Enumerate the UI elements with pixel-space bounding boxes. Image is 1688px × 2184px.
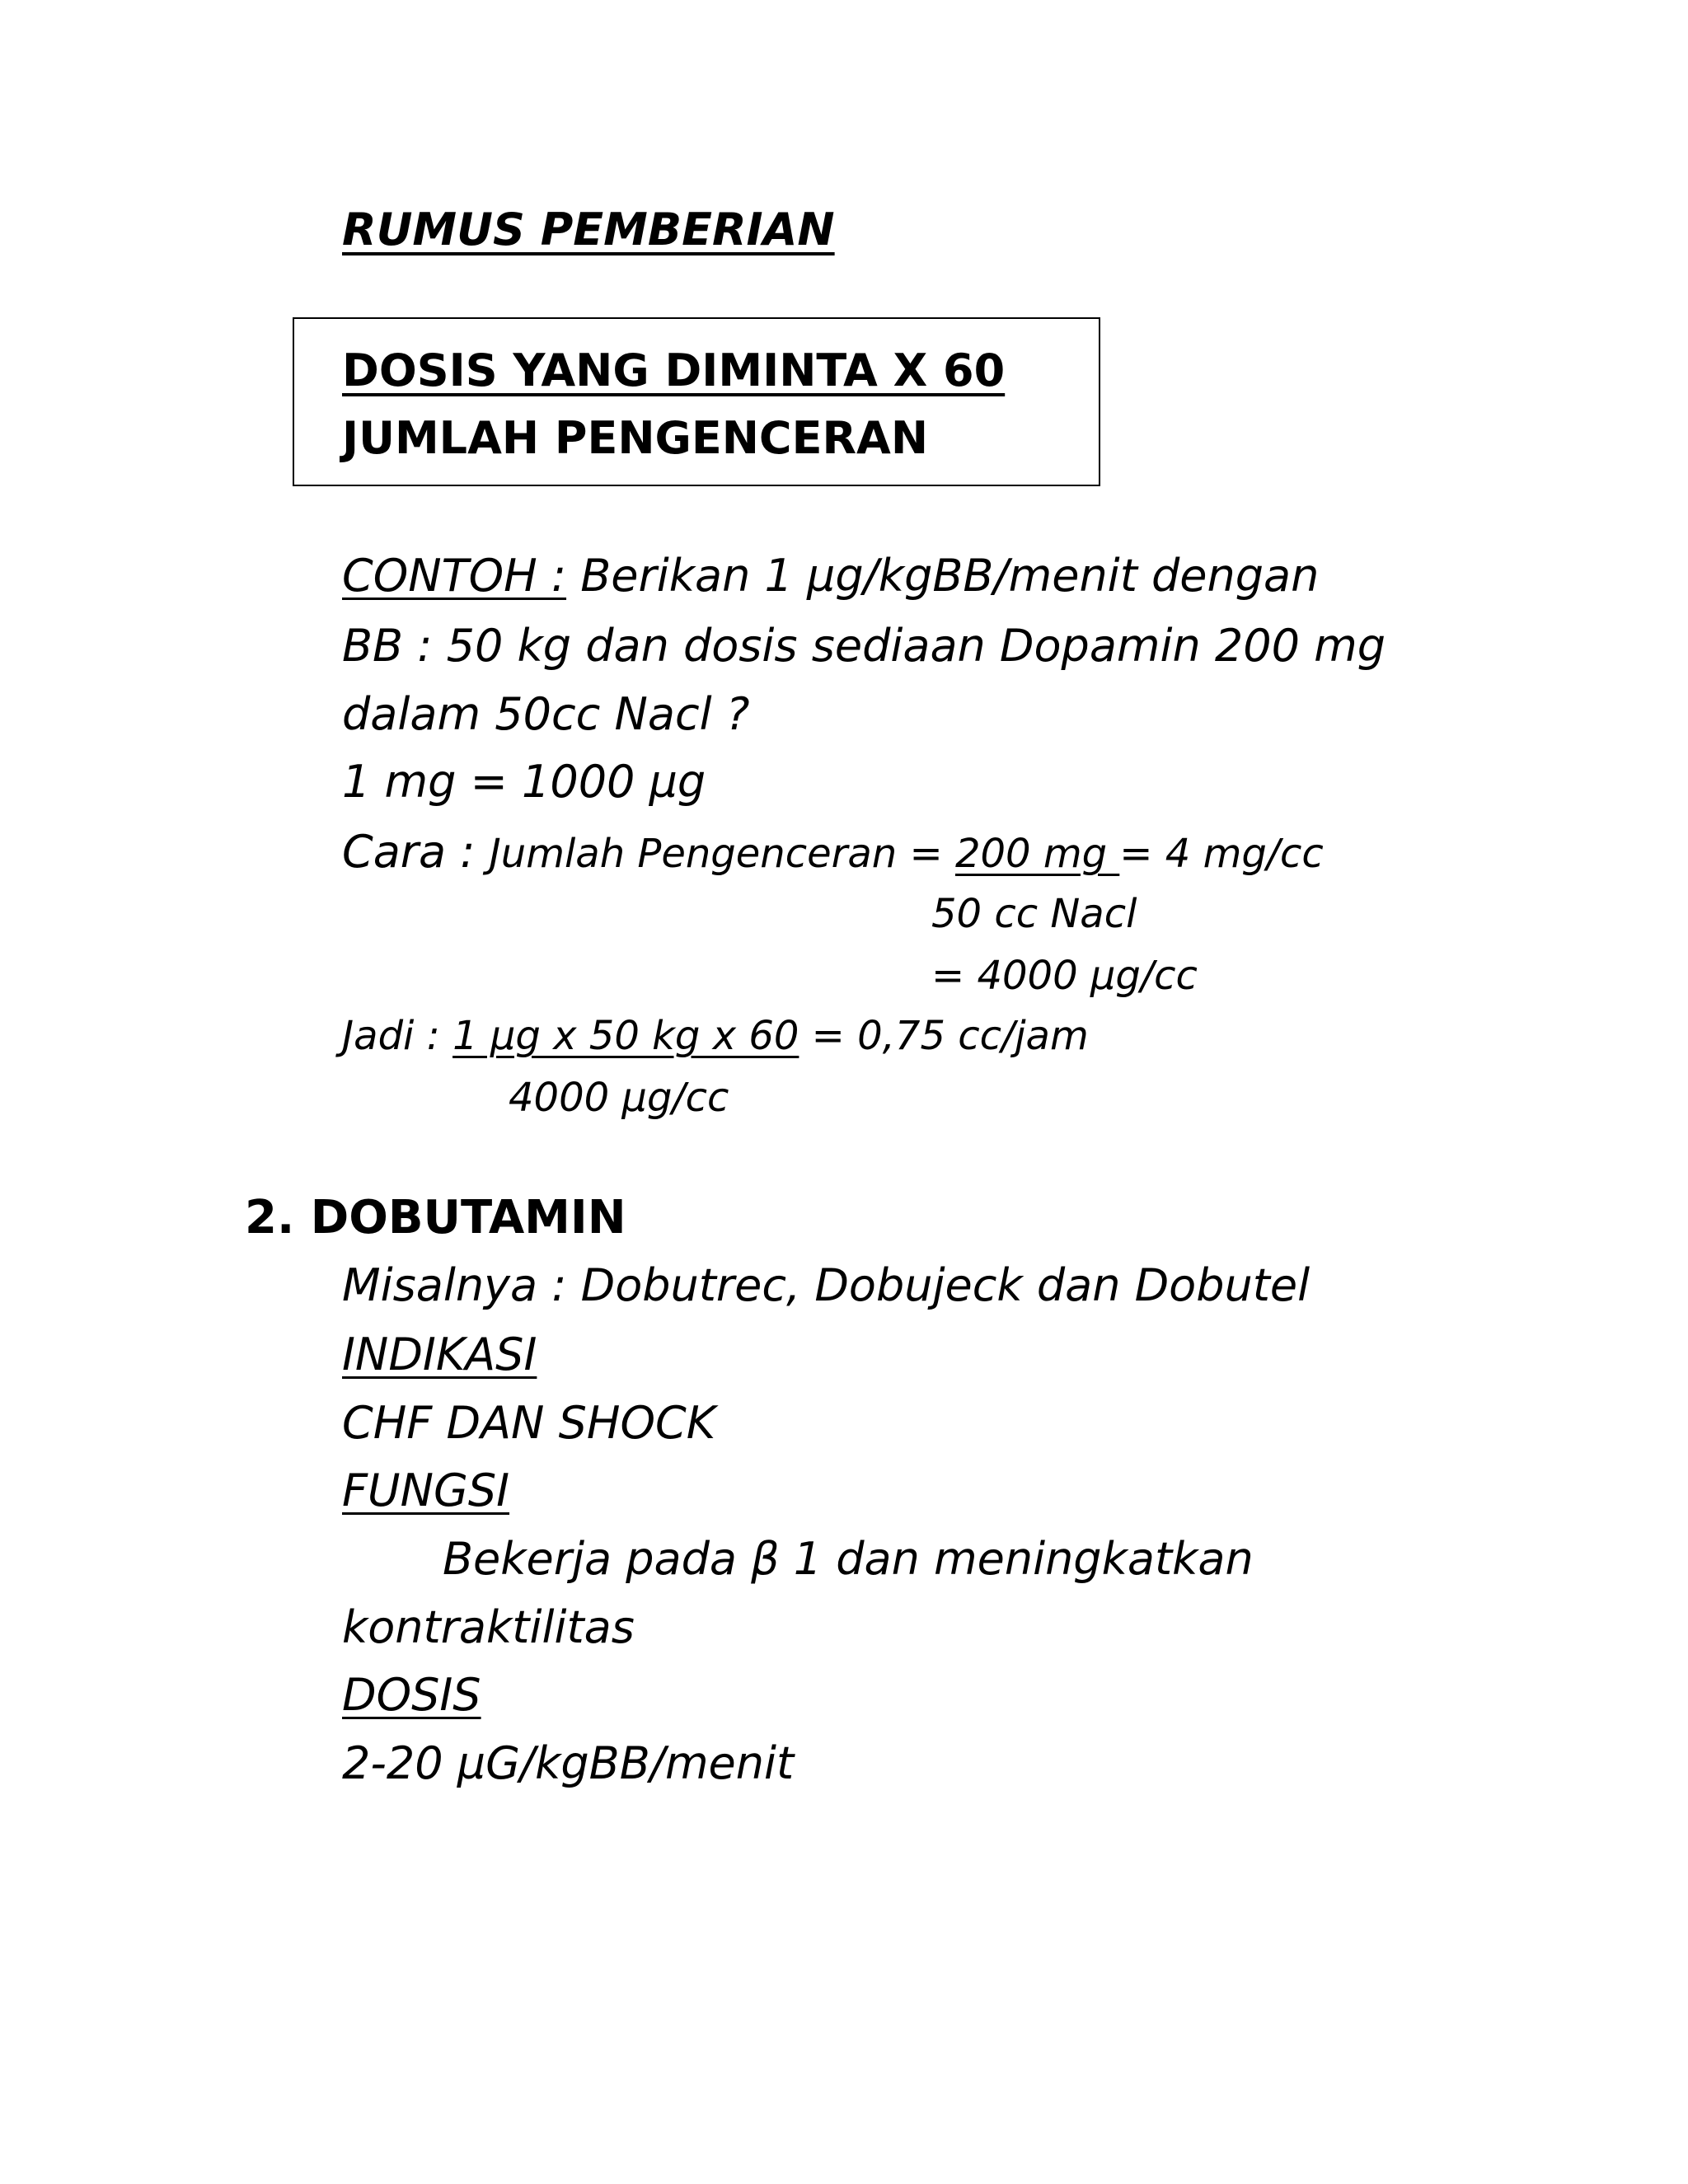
fungsi-text-2: kontraktilitas	[342, 1601, 635, 1653]
formula-numerator: DOSIS YANG DIMINTA X 60	[342, 344, 1006, 396]
indikasi-text: CHF DAN SHOCK	[342, 1397, 716, 1449]
contoh-line-4: 1 mg = 1000 µg	[342, 756, 706, 808]
jadi-numerator: 1 µg x 50 kg x 60	[452, 1013, 799, 1059]
contoh-line-2: BB : 50 kg dan dosis sediaan Dopamin 200 mg	[342, 620, 1386, 672]
formula-denominator: JUMLAH PENGENCERAN	[342, 412, 929, 464]
cara-text: Jumlah Pengenceran =	[489, 831, 955, 877]
jadi-label: Jadi :	[342, 1013, 453, 1059]
contoh-line-1	[342, 550, 1320, 602]
dobutamin-heading: 2. DOBUTAMIN	[245, 1191, 626, 1244]
contoh-label: CONTOH :	[342, 550, 567, 602]
jadi-denominator: 4000 µg/cc	[509, 1075, 729, 1121]
jadi-result: = 0,75 cc/jam	[799, 1013, 1089, 1059]
jadi-line	[342, 1013, 1089, 1059]
cara-label: Cara :	[342, 826, 490, 878]
dobutamin-misalnya: Misalnya : Dobutrec, Dobujeck dan Dobutel	[342, 1259, 1311, 1311]
contoh-line-3: dalam 50cc Nacl ?	[342, 688, 750, 740]
cara-line	[342, 826, 1324, 878]
fungsi-text-1: Bekerja pada β 1 dan meningkatkan	[443, 1533, 1254, 1585]
cara-denominator: 50 cc Nacl	[931, 891, 1137, 937]
dosis-label: DOSIS	[342, 1669, 481, 1721]
cara-result-2: = 4000 µg/cc	[931, 953, 1198, 999]
cara-result: = 4 mg/cc	[1119, 831, 1324, 877]
cara-numerator: 200 mg	[954, 831, 1120, 877]
indikasi-label: INDIKASI	[342, 1329, 537, 1380]
rumus-heading: RUMUS PEMBERIAN	[342, 204, 835, 255]
dosis-text: 2-20 µG/kgBB/menit	[342, 1737, 795, 1789]
fungsi-label: FUNGSI	[342, 1465, 510, 1516]
contoh-line-1-text: Berikan 1 µg/kgBB/menit dengan	[566, 550, 1320, 602]
